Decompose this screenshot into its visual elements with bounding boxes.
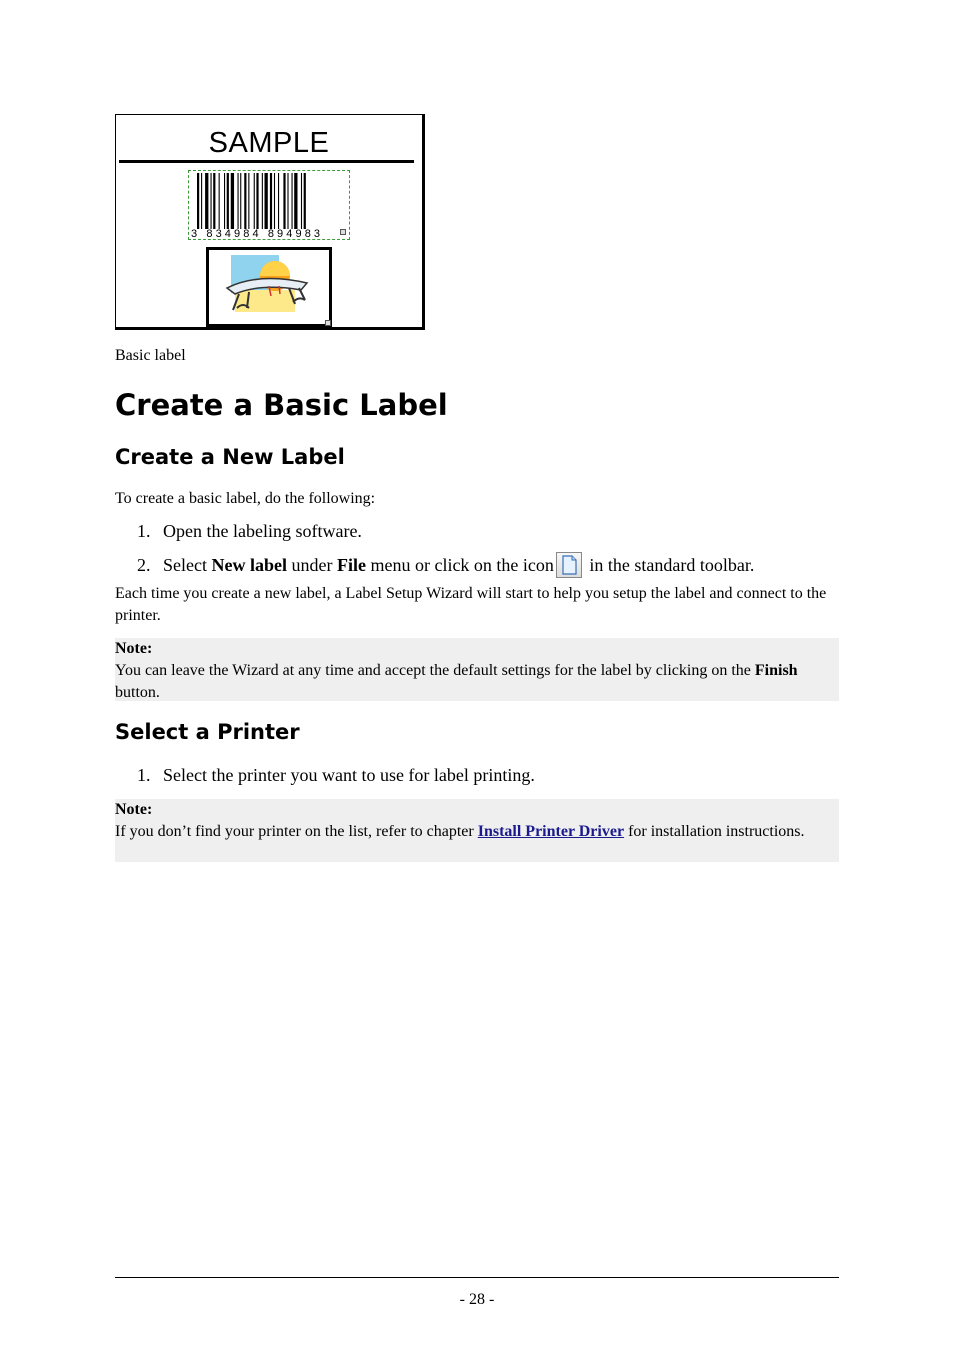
list-item-text: Select the printer you want to use for label printing.	[163, 765, 535, 785]
section-heading-select-printer: Select a Printer	[115, 720, 300, 744]
page-title: Create a Basic Label	[115, 388, 448, 422]
intro-paragraph: To create a basic label, do the following:	[115, 490, 376, 507]
label-sample-text: SAMPLE	[208, 127, 330, 159]
note-text: for installation instructions.	[624, 823, 805, 840]
label-picture-box	[206, 247, 332, 327]
note-text: If you don’t find your printer on the list, refer to chapter	[115, 823, 478, 840]
note-title: Note:	[115, 801, 153, 818]
figure-caption: Basic label	[115, 347, 186, 364]
wizard-paragraph: Each time you create a new label, a Label Setup Wizard will start to help you setup the label and connect to the printer.	[115, 585, 827, 624]
note-text: button.	[115, 684, 160, 701]
barcode-selection-box	[188, 170, 350, 240]
section-heading-new-label: Create a New Label	[115, 445, 345, 469]
list-item-number: 1.	[137, 521, 151, 541]
install-printer-driver-link[interactable]: Install Printer Driver	[477, 823, 625, 840]
resize-handle-icon	[325, 320, 331, 326]
page-number: - 28 -	[459, 1291, 495, 1308]
list-item-number: 2.	[137, 555, 151, 575]
footer-divider	[115, 1277, 839, 1278]
list-item-text: Select	[163, 555, 212, 575]
note-text: You can leave the Wizard at any time and accept the default settings for the label by clicking on the	[115, 662, 755, 679]
barcode-bars	[197, 173, 347, 229]
barcode-digits: 3 834984 894983	[191, 228, 324, 240]
list-item	[137, 552, 754, 578]
list-item-text: Open the labeling software.	[163, 521, 362, 541]
list-item-text: menu or click on the icon	[365, 555, 554, 575]
label-divider-line	[119, 160, 414, 163]
menu-name: File	[336, 555, 366, 575]
note-title: Note:	[115, 640, 153, 657]
list-item	[137, 765, 535, 786]
note-box	[115, 638, 839, 701]
note-box	[115, 799, 839, 862]
list-item	[137, 521, 362, 542]
new-document-icon	[556, 552, 582, 578]
list-item-text: in the standard toolbar.	[584, 555, 755, 575]
menu-item-name: New label	[211, 555, 287, 575]
finish-button-name: Finish	[754, 662, 798, 679]
sun-lounge-chair-clipart-icon	[209, 250, 329, 324]
list-item-text: under	[286, 555, 337, 575]
list-item-number: 1.	[137, 765, 151, 785]
basic-label-figure	[115, 114, 425, 330]
resize-handle-icon	[340, 229, 346, 235]
